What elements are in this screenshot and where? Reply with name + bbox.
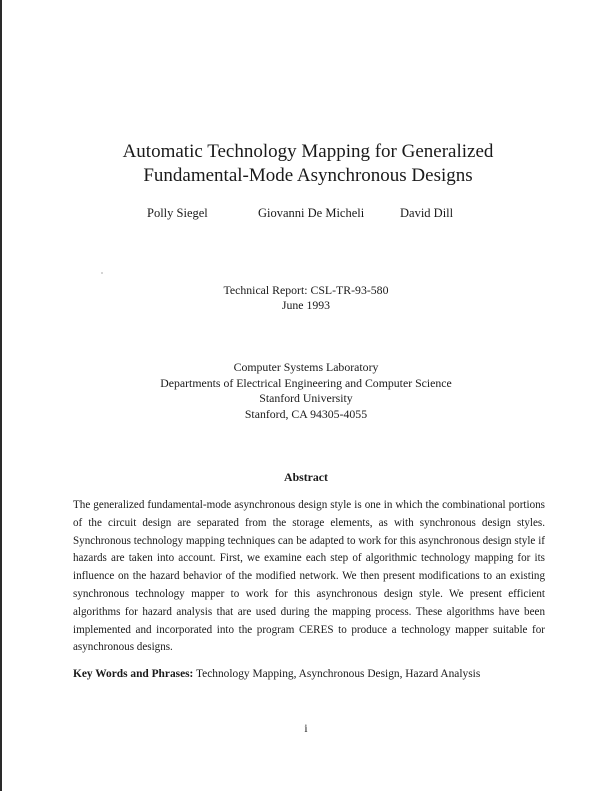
author-1: Polly Siegel [147,206,208,220]
title-line-1: Automatic Technology Mapping for Generalized [122,141,494,162]
scan-speck [101,272,103,274]
affiliation-block [0,360,612,422]
keywords-label: Key Words and Phrases: [73,668,194,680]
abstract-heading: Abstract [284,470,328,484]
page-number: i [304,723,308,735]
departments: Departments of Electrical Engineering and Computer Science [160,375,452,390]
address: Stanford, CA 94305-4055 [244,406,368,421]
keywords-text: Technology Mapping, Asynchronous Design, Hazard Analysis [196,668,481,680]
university: Stanford University [259,391,353,405]
paper-title [0,140,612,188]
report-date: June 1993 [281,298,331,312]
author-3: David Dill [400,206,454,220]
abstract-body: The generalized fundamental-mode asynchronous design style is one in which the combinational portions of the circuit design are separated from the storage elements, as with synchronous design styles. Synchronous technology mapping techniques can be adapted to work for this asynchronous design style if hazards are taken into account. First, we examine each step of algorithmic technology mapping for its influence on the hazard behavior of the modified network. We then present modifications to an existing synchronous technology mapper to work for this asynchronous design style. We present efficient algorithms for hazard analysis that are used during the mapping process. These algorithms have been implemented and incorporated into the program CERES to produce a technology mapper suitable for asynchronous designs. [73,499,545,654]
keywords-line [73,666,553,682]
report-info [0,283,612,313]
lab-name: Computer Systems Laboratory [233,360,379,374]
author-2: Giovanni De Micheli [258,206,365,220]
report-number: Technical Report: CSL-TR-93-580 [223,283,389,297]
title-line-2: Fundamental-Mode Asynchronous Designs [143,165,473,186]
